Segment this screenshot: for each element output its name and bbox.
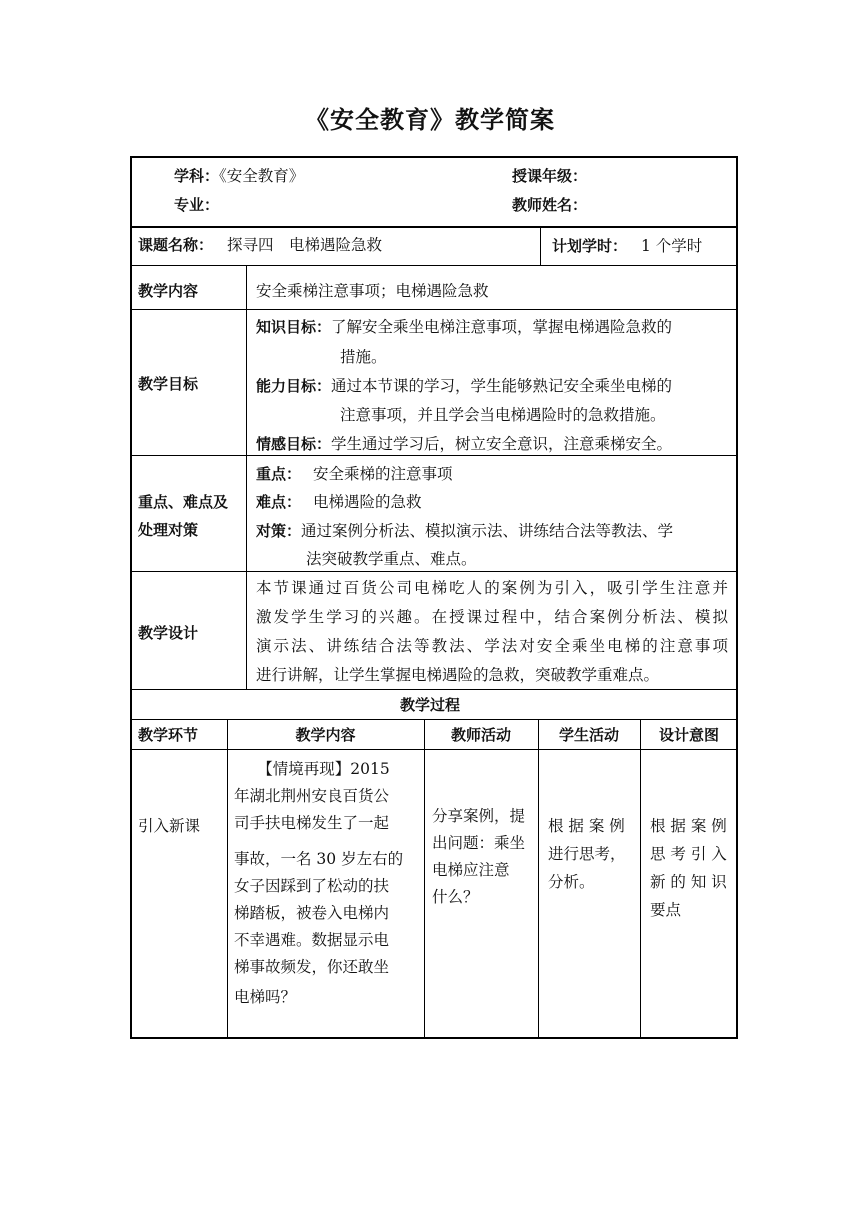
col-divider <box>227 719 228 1039</box>
hours-field <box>552 232 702 260</box>
topic-value: 探寻四 电梯遇险急救 <box>227 236 383 254</box>
design-line: 激发学生学习的兴趣。在授课过程中，结合案例分析法、模拟 <box>256 608 728 626</box>
col-divider <box>424 719 425 1039</box>
subject-value: 《安全教育》 <box>219 167 305 185</box>
design-label: 教学设计 <box>138 624 199 642</box>
stage-cell: 引入新课 <box>138 817 201 835</box>
ability-goal-line2: 注意事项，并且学会当电梯遇险时的急救措施。 <box>340 406 666 424</box>
col-divider <box>538 719 539 1039</box>
content-line: 【情境再现】2015 <box>234 760 390 778</box>
content-value: 安全乘梯注意事项；电梯遇险急救 <box>256 282 489 300</box>
topic-field <box>138 231 382 259</box>
student-line: 进行思考， <box>548 845 626 863</box>
column-header-stage: 教学环节 <box>138 726 199 744</box>
topic-label: 课题名称： <box>138 236 214 254</box>
major-label: 专业： <box>174 196 220 214</box>
intent-line: 新 的 知 识 <box>650 873 727 891</box>
strategy <box>256 517 673 545</box>
intent-line: 根 据 案 例 <box>650 817 727 835</box>
strategy-line1: 通过案例分析法、模拟演示法、讲练结合法等教法、学 <box>301 522 674 540</box>
ability-goal-line1: 通过本节课的学习，学生能够熟记安全乘坐电梯的 <box>331 377 673 395</box>
intent-line: 要点 <box>650 901 682 919</box>
teacher-line: 出问题：乘坐 <box>432 834 526 852</box>
content-line: 梯事故频发，你还敢坐 <box>234 958 390 976</box>
column-header-content: 教学内容 <box>295 726 356 744</box>
emotion-goal <box>256 430 672 458</box>
teacher-line: 分享案例，提 <box>432 807 526 825</box>
content-line: 事故，一名 30 岁左右的 <box>234 850 404 868</box>
row-divider <box>130 749 738 750</box>
column-header-student: 学生活动 <box>558 726 619 744</box>
row-divider <box>130 719 738 720</box>
goals-label: 教学目标 <box>138 375 199 393</box>
strategy-line2: 法突破教学重点、难点。 <box>306 550 477 568</box>
ability-goal <box>256 372 672 400</box>
content-line: 电梯吗？ <box>234 988 297 1006</box>
content-line: 年湖北荆州安良百货公 <box>234 787 390 805</box>
student-line: 分析。 <box>548 873 595 891</box>
content-line: 司手扶电梯发生了一起 <box>234 814 390 832</box>
column-header-teacher: 教师活动 <box>450 726 511 744</box>
process-title: 教学过程 <box>399 696 460 714</box>
row-divider <box>130 265 738 266</box>
emotion-goal-label: 情感目标： <box>256 435 332 453</box>
intent-line: 思 考 引 入 <box>650 845 727 863</box>
grade-label: 授课年级： <box>512 167 588 185</box>
emotion-goal-text: 学生通过学习后，树立安全意识，注意乘梯安全。 <box>331 435 673 453</box>
hours-label: 计划学时： <box>552 237 628 255</box>
key-point-label: 重点： <box>256 465 302 483</box>
col-divider <box>540 226 541 265</box>
content-line: 梯踏板，被卷入电梯内 <box>234 904 390 922</box>
subject-field <box>174 162 304 190</box>
keypoints-label-line1: 重点、难点及 <box>138 493 229 511</box>
difficult-point-label: 难点： <box>256 493 302 511</box>
difficult-point-value: 电梯遇险的急救 <box>313 493 422 511</box>
subject-label: 学科： <box>174 167 220 185</box>
col-divider <box>640 719 641 1039</box>
teacher-line: 电梯应注意 <box>432 861 510 879</box>
row-divider <box>130 226 738 228</box>
content-line: 不幸遇难。数据显示电 <box>234 931 390 949</box>
knowledge-goal-label: 知识目标： <box>256 318 332 336</box>
knowledge-goal <box>256 313 672 341</box>
teacher-line: 什么？ <box>432 888 479 906</box>
column-header-intent: 设计意图 <box>658 726 719 744</box>
key-point <box>256 460 453 488</box>
design-line: 进行讲解，让学生掌握电梯遇险的急救，突破教学重难点。 <box>256 666 660 684</box>
row-divider <box>130 309 738 310</box>
knowledge-goal-line2: 措施。 <box>340 348 387 366</box>
key-point-value: 安全乘梯的注意事项 <box>313 465 453 483</box>
design-line: 演示法、讲练结合法等教法、学法对安全乘坐电梯的注意事项 <box>256 637 728 655</box>
hours-value: 1 个学时 <box>641 237 703 255</box>
student-line: 根 据 案 例 <box>548 817 625 835</box>
teacher-label: 教师姓名： <box>512 196 588 214</box>
keypoints-label-line2: 处理对策 <box>138 521 199 539</box>
content-label: 教学内容 <box>138 282 199 300</box>
page-title: 《安全教育》教学简案 <box>305 106 555 134</box>
content-line: 女子因踩到了松动的扶 <box>234 877 390 895</box>
col-divider <box>246 265 247 689</box>
strategy-label: 对策： <box>256 522 302 540</box>
difficult-point <box>256 488 422 516</box>
knowledge-goal-line1: 了解安全乘坐电梯注意事项，掌握电梯遇险急救的 <box>331 318 673 336</box>
ability-goal-label: 能力目标： <box>256 377 332 395</box>
design-line: 本节课通过百货公司电梯吃人的案例为引入，吸引学生注意并 <box>256 579 728 597</box>
